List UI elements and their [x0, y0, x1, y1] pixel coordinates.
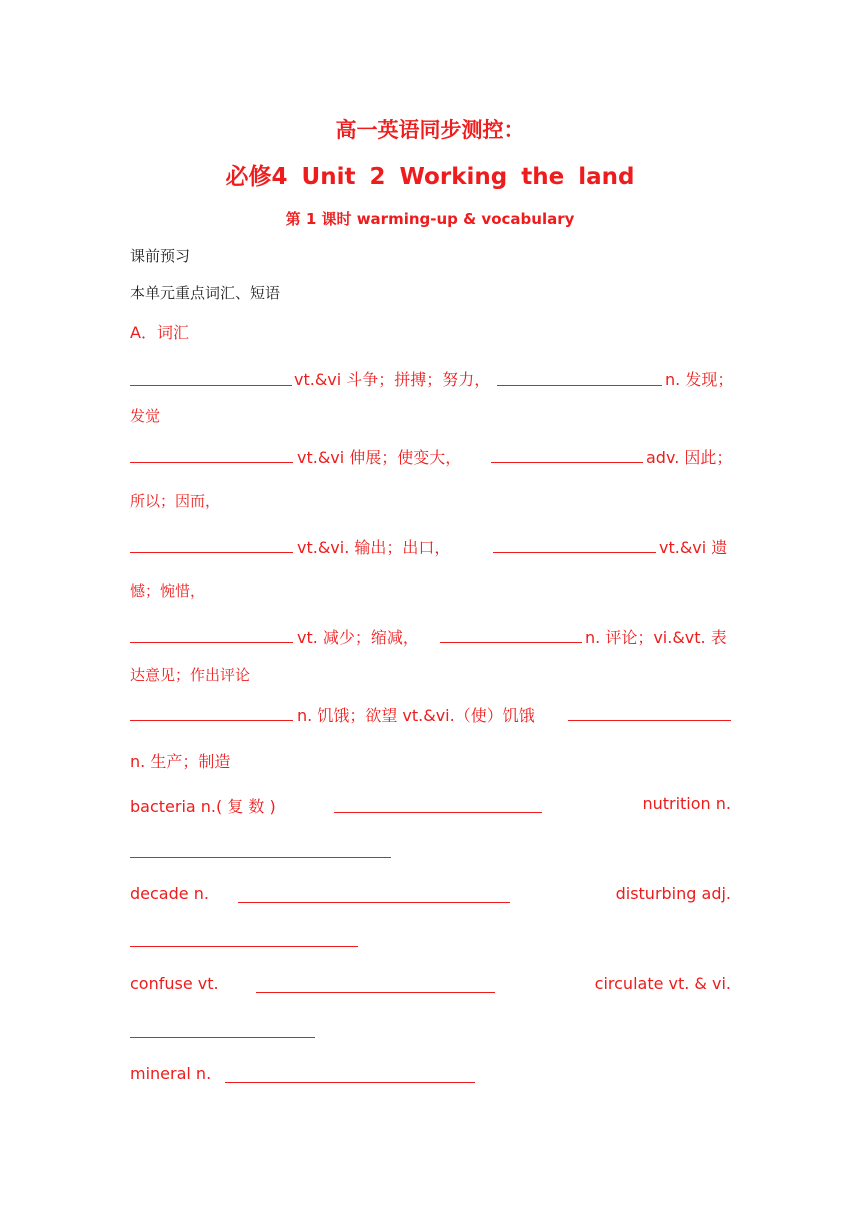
definition-text: vt.&vi. 输出；出口，: [297, 538, 451, 557]
answer-blank[interactable]: [130, 385, 292, 386]
definition-continued: 发觉: [130, 407, 161, 425]
unit-title: 必修4 Unit 2 Working the land: [225, 164, 635, 190]
answer-blank[interactable]: [130, 642, 293, 643]
definition-text: n. 评论；vi.&vt. 表: [585, 628, 727, 647]
answer-blank[interactable]: [130, 462, 293, 463]
answer-blank[interactable]: [568, 720, 731, 721]
answer-blank[interactable]: [491, 462, 643, 463]
part-a-heading: A．词汇: [130, 323, 189, 342]
answer-blank[interactable]: [130, 946, 358, 947]
answer-blank[interactable]: [334, 812, 542, 813]
answer-blank[interactable]: [440, 642, 582, 643]
word-circulate: circulate vt. & vi.: [594, 974, 731, 993]
definition-text: vt.&vi 遗: [659, 538, 728, 557]
word-decade: decade n.: [130, 884, 209, 903]
answer-blank[interactable]: [497, 385, 662, 386]
definition-text: adv. 因此；: [646, 448, 733, 467]
answer-blank[interactable]: [238, 902, 510, 903]
definition-text: n. 发现；: [665, 370, 734, 389]
definition-text: n. 饥饿；欲望 vt.&vi.（使）饥饿: [297, 706, 535, 725]
section-key-words: 本单元重点词汇、短语: [130, 284, 281, 302]
answer-blank[interactable]: [130, 857, 391, 858]
answer-blank[interactable]: [493, 552, 656, 553]
definition-text: vt. 减少；缩减，: [297, 628, 419, 647]
word-disturbing: disturbing adj.: [615, 884, 731, 903]
word-bacteria: bacteria n.( 复 数 ): [130, 797, 276, 816]
word-confuse: confuse vt.: [130, 974, 219, 993]
answer-blank[interactable]: [225, 1082, 475, 1083]
word-nutrition: nutrition n.: [642, 794, 731, 813]
definition-text: vt.&vi 斗争；拼搏；努力，: [294, 370, 491, 389]
lesson-title: 第 1 课时 warming-up & vocabulary: [285, 210, 575, 228]
word-mineral: mineral n.: [130, 1064, 212, 1083]
answer-blank[interactable]: [256, 992, 495, 993]
definition-continued: 憾；惋惜，: [130, 582, 206, 600]
definition-continued: 达意见；作出评论: [130, 666, 251, 684]
document-title: 高一英语同步测控：: [335, 118, 525, 142]
answer-blank[interactable]: [130, 552, 293, 553]
definition-continued: n. 生产；制造: [130, 752, 231, 771]
definition-continued: 所以；因而，: [130, 492, 221, 510]
answer-blank[interactable]: [130, 720, 293, 721]
answer-blank[interactable]: [130, 1037, 315, 1038]
section-preview: 课前预习: [130, 247, 191, 265]
definition-text: vt.&vi 伸展；使变大，: [297, 448, 462, 467]
